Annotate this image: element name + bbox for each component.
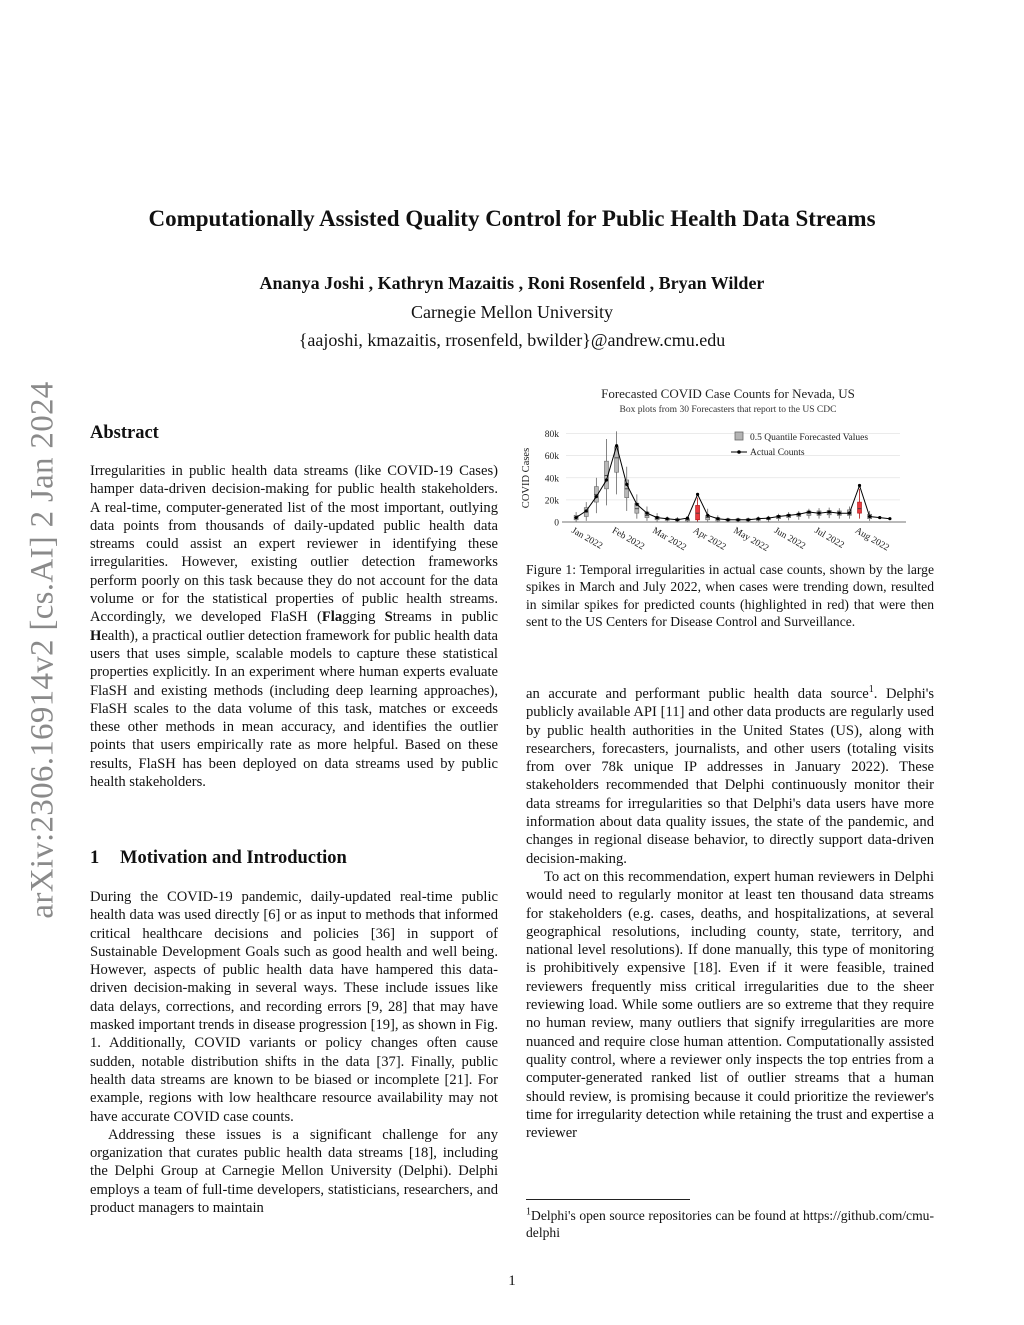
actual-count-point [807,510,810,513]
actual-count-point [777,515,780,518]
actual-count-point [848,512,851,515]
actual-count-point [686,517,689,520]
author-emails: {aajoshi, kmazaitis, rrosenfeld, bwilder}@andrew.cmu.edu [298,330,726,350]
box-body [858,502,862,513]
actual-count-point [635,503,638,506]
footnote-text: Delphi's open source repositories can be found at https://github.com/cmu-delphi [526,1208,934,1240]
actual-count-point [817,512,820,515]
chart-subtitle: Box plots from 30 Forecasters that report to the US CDC [619,405,837,415]
x-tick-label: Jun 2022 [771,525,807,552]
actual-count-point [838,512,841,515]
legend-box-swatch [735,432,743,440]
boxplot [615,431,619,494]
actual-count-point [878,516,881,519]
footnote [526,1207,934,1241]
actual-count-point [585,509,588,512]
y-tick-label: 60k [544,452,559,463]
y-tick-label: 20k [544,496,559,507]
actual-count-point [736,518,739,521]
actual-count-point [726,518,729,521]
x-tick-label: Aug 2022 [852,525,891,554]
legend-label: 0.5 Quantile Forecasted Values [750,433,869,443]
paragraph: Addressing these issues is a significant challenge for any organization that curates public health data streams [18], including the Delphi Group at Carnegie Mellon University (Delphi). Delphi employs a team of full-time developers, statisticians, researchers, and product managers to maintain [90,1126,498,1217]
paper-title: Computationally Assisted Quality Control for Public Health Data Streams [148,206,876,231]
actual-count-point [868,515,871,518]
actual-count-point [828,510,831,513]
right-column-body [526,685,934,1142]
x-tick-label: May 2022 [731,525,771,554]
x-tick-label: Jul 2022 [812,525,846,551]
highlighted-boxplot [696,498,700,522]
actual-count-point [858,484,861,487]
x-tick-label: Apr 2022 [691,525,728,553]
arxiv-id: arXiv:2306.16914v2 [cs.AI] 2 Jan 2024 [24,381,61,919]
paragraph: During the COVID-19 pandemic, daily-updated real-time public health data was used directly [6] or as input to methods that informed critical healthcare decisions and policies [36] in support of Sustainable Development Goals such as good health and well being. However, aspects of public health data have hampered this data-driven decision-making in several ways. These include issues like data delays, corrections, and recording errors [9, 28] that may have masked important trends in disease progression [19], as shown in Fig. 1. Additionally, COVID variants or policy changes often cause sudden, notable distribution shifts in the data [37]. Finally, public health data streams are known to be biased or incomplete [21]. For example, regions with low healthcare resource availability may not have accurate COVID case counts. [90,889,498,1125]
figure-caption: Figure 1: Temporal irregularities in actual case counts, shown by the large spikes in March and July 2022, when cases were trending down, resulted in similar spikes for predicted counts (highlighted in red) that were then sent to the US Centers for Disease Control and Surveillance. [526,562,934,630]
paragraph: To act on this recommendation, expert human reviewers in Delphi would need to regularly monitor at least ten thousand data streams for stakeholders (e.g. cases, deaths, and hospitalizations, at several geographical resolutions, including county, state, territory, and national level resolutions). If done manually, this type of monitoring is prohibitively expensive [18]. Even if it were feasible, trained reviewers frequently miss critical irregularities due to the sheer reviewing load. While some outliers are so extreme that they require no human review, many outliers that signify irregularities are more nuanced and require close human attention. Computationally assisted quality control, where a reviewer only inspects the top entries from a computer-generated ranked list of outlier streams that a human should review, is promising because it could prioritize the reviewer's time for irregularity detection while retaining the trust and expertise a reviewer [526,868,934,1142]
abstract-text: Irregularities in public health data streams (like COVID-19 Cases) hamper data-driven decision-making for public health stakeholders. A real-time, computer-generated list of the most important, outlying data points from thousands of daily-updated public health data streams could assist an expert reviewer in identifying these irregularities. However, existing outlier detection frameworks perform poorly on this task because they do not account for the data volume or for the statistical properties of public health streams. Accordingly, we developed FlaSH (Flagging Streams in public Health), a practical outlier detection framework for public health data users that uses simple, scalable models to capture these statistical properties explicitly. In an experiment where human experts evaluate FlaSH and existing methods (including deep learning approaches), FlaSH scales to the data volume of this task, matches or exceeds these other methods in mean accuracy, and identifies the outlier points that users empirically rate as more helpful. Based on these results, FlaSH has been deployed on data streams used by public health stakeholders. [90,463,498,791]
boxplot [635,494,639,518]
arxiv-stamp [18,380,68,920]
actual-count-point [757,517,760,520]
x-tick-label: Jan 2022 [569,525,605,552]
actual-count-point [645,512,648,515]
abstract-body [90,462,498,791]
y-tick-label: 40k [544,474,559,485]
highlighted-boxplot [858,489,862,519]
section-title: Motivation and Introduction [120,848,347,868]
section-number: 1 [90,848,100,868]
chart-legend [731,432,868,458]
y-tick-label: 0 [554,518,559,529]
paragraph: an accurate and performant public health data source$^1$. Delphi's publicly available API [11] and other data products are regularly used by public health authorities in the United States (US), along with researchers, forecasters, journalists, and other users (totaling visits from over 78k unique IP addresses in January 2022). These stakeholders recommended that Delphi continuously monitor their data streams for irregularities so that Delphi's data users have more information about data quality issues, the state of the pandemic, and changes in regional disease behavior, to directly support data-driven decision-making. [526,684,935,867]
y-tick-label: 80k [544,430,559,441]
figure-chart [520,384,920,562]
actual-count-point [605,478,608,481]
boxplot [807,509,811,519]
actual-count-point [747,518,750,521]
affiliation: Carnegie Mellon University [411,302,613,322]
actual-count-point [787,514,790,517]
author-list: Ananya Joshi , Kathryn Mazaitis , Roni Rosenfeld , Bryan Wilder [259,273,765,293]
actual-count-point [888,517,891,520]
footnote-mark: 1 [526,1206,531,1218]
actual-count-point [767,517,770,520]
actual-count-point [797,513,800,516]
actual-count-point [666,517,669,520]
section-heading [90,848,498,869]
actual-count-point [655,516,658,519]
actual-count-point [615,444,618,447]
intro-body [90,888,498,1217]
actual-count-point [706,514,709,517]
x-tick-label: Feb 2022 [610,525,646,553]
y-axis-label: COVID Cases [521,447,532,509]
actual-count-point [716,517,719,520]
actual-count-point [595,495,598,498]
boxplot [625,467,629,511]
boxplot [604,439,608,505]
legend-label: Actual Counts [750,448,805,458]
page-number: 1 [508,1273,516,1289]
box-body [696,505,700,519]
footnote-rule [526,1199,690,1200]
x-tick-label: Mar 2022 [650,525,688,554]
legend-point-swatch [737,450,741,454]
chart-title: Forecasted COVID Case Counts for Nevada, US [601,386,855,401]
actual-counts-line [576,446,890,520]
actual-count-point [625,483,628,486]
actual-count-point [575,516,578,519]
actual-count-point [676,518,679,521]
actual-count-point [696,493,699,496]
abstract-heading: Abstract [90,423,159,443]
